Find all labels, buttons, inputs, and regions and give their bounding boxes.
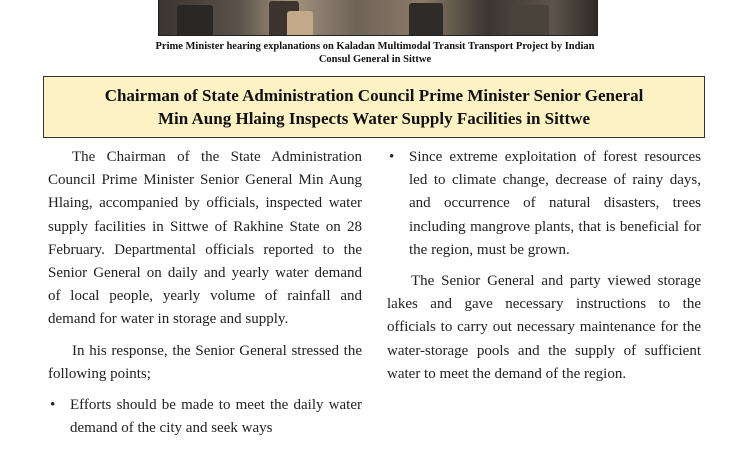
bullet-icon: • <box>50 397 56 414</box>
article-paragraph: The Chairman of the State Administration Council Prime Minister Senior General Min Aung Hlaing, accompanied by officials, inspected water supply facilities in Sittwe of Rakhine State on 28 February. Departmental officials reported to the Senior General on daily and yearly water demand of local people, yearly volume of rainfall and demand for water in storage and supply. <box>48 149 362 328</box>
photo-figure <box>509 5 549 35</box>
news-photo <box>158 0 598 36</box>
headline-line1: Chairman of State Administration Council Prime Minister Senior General <box>104 86 644 105</box>
photo-caption-line2: Consul General in Sittwe <box>318 54 432 65</box>
article-paragraph: The Senior General and party viewed storage lakes and gave necessary instructions to the officials to carry out necessary maintenance for the water-storage pools and the supply of sufficient water to meet the demand of the region. <box>387 273 701 382</box>
photo-figure <box>287 11 313 35</box>
article-paragraph: In his response, the Senior General stressed the following points; <box>48 342 362 382</box>
photo-figure <box>409 3 443 35</box>
headline-box <box>43 76 705 138</box>
bullet-item <box>48 394 362 440</box>
bullet-item <box>387 146 701 262</box>
photo-caption-line1: Prime Minister hearing explanations on Kaladan Multimodal Transit Transport Project by Indian <box>155 41 595 52</box>
bullet-icon: • <box>389 149 395 165</box>
headline-line2: Min Aung Hlaing Inspects Water Supply Facilities in Sittwe <box>158 109 590 128</box>
photo-figure <box>177 5 213 35</box>
bullet-text: Efforts should be made to meet the daily water demand of the city and seek ways <box>70 397 362 437</box>
bullet-text: Since extreme exploitation of forest resources led to climate change, decrease of rainy days, and occurrence of natural disasters, trees including mangrove plants, that is beneficial for the region, must be grown. <box>409 149 701 258</box>
article-right-column <box>387 146 701 394</box>
article-left-column <box>48 146 362 448</box>
photo-caption <box>95 40 655 66</box>
